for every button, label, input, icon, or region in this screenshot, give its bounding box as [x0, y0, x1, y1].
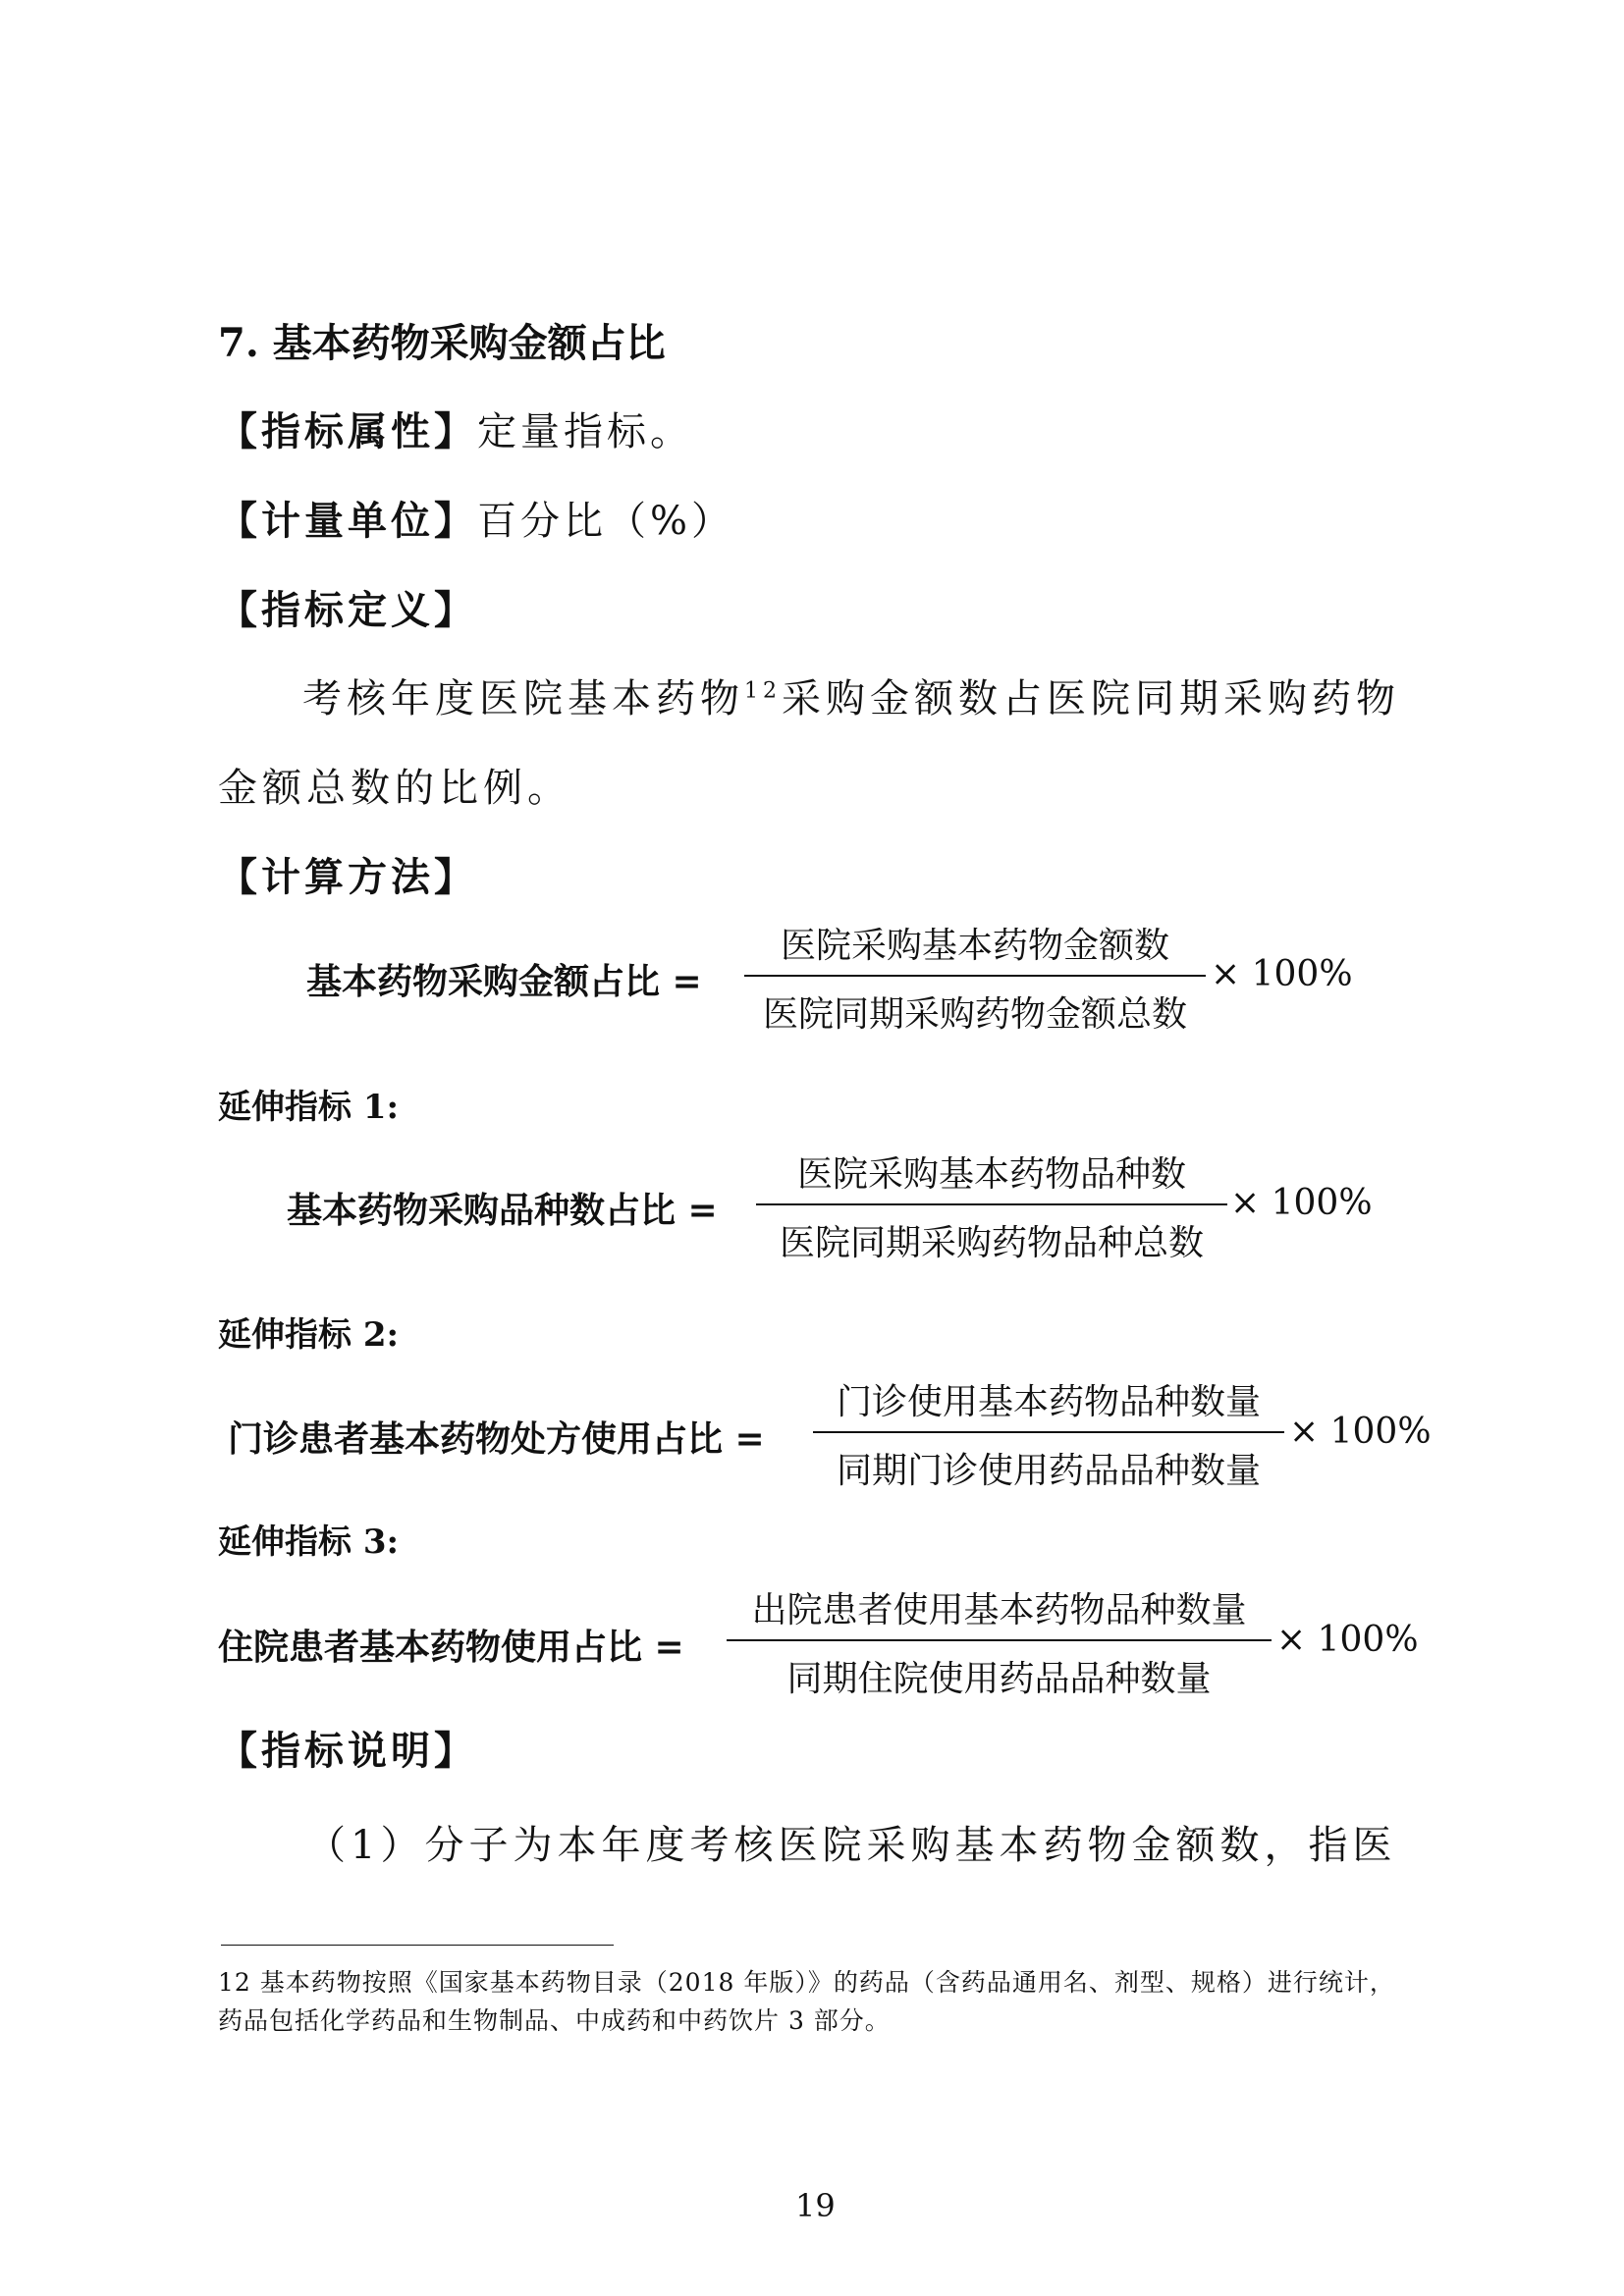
footnote-text: 12 基本药物按照《国家基本药物目录（2018 年版）》的药品（含药品通用名、剂型、规格）进行统计，药品包括化学药品和生物制品、中成药和中药饮片 3 部分。 [218, 1968, 1395, 2035]
formula-1-numerator: 医院采购基本药物金额数 [780, 926, 1169, 966]
formula-3-times: × 100% [1289, 1412, 1432, 1452]
footnote-rule [221, 1945, 614, 1946]
unit-row [218, 490, 734, 546]
extension-2-label: 延伸指标 2: [218, 1315, 400, 1355]
unit-value: 百分比（%） [477, 499, 735, 544]
definition-label: 【指标定义】 [218, 587, 477, 633]
attribute-value: 定量指标。 [477, 409, 693, 454]
formula-4-lhs: 住院患者基本药物使用占比 = [218, 1627, 684, 1668]
formula-1-lhs: 基本药物采购金额占比 = [306, 961, 702, 1002]
formula-3-numerator: 门诊使用基本药物品种数量 [836, 1382, 1261, 1422]
formula-2-numerator: 医院采购基本药物品种数 [796, 1154, 1186, 1195]
formula-4-denominator: 同期住院使用药品品种数量 [786, 1659, 1212, 1699]
formula-4-fraction [727, 1582, 1272, 1700]
formula-2-lhs: 基本药物采购品种数占比 = [287, 1190, 718, 1231]
definition-paragraph-line1 [302, 667, 1400, 723]
formula-3-lhs: 门诊患者基本药物处方使用占比 = [228, 1418, 765, 1460]
attribute-row [218, 400, 693, 456]
formula-4-times: × 100% [1276, 1620, 1419, 1660]
formula-1-fraction [744, 918, 1206, 1036]
definition-text-after: 采购金额数占医院同期采购药物 [782, 676, 1400, 721]
extension-1-label: 延伸指标 1: [218, 1088, 400, 1127]
explanation-label: 【指标说明】 [218, 1728, 477, 1774]
formula-1-denominator: 医院同期采购药物金额总数 [762, 994, 1187, 1035]
formula-3-fraction-bar [813, 1431, 1284, 1433]
attribute-label: 【指标属性】 [218, 408, 477, 454]
formula-3-denominator: 同期门诊使用药品品种数量 [836, 1451, 1261, 1491]
extension-3-label: 延伸指标 3: [218, 1522, 400, 1562]
formula-1-fraction-bar [744, 975, 1206, 977]
footnote-ref: 12 [744, 678, 782, 704]
definition-text-before: 考核年度医院基本药物 [302, 676, 744, 721]
method-label: 【计算方法】 [218, 854, 477, 900]
section-title: 7. 基本药物采购金额占比 [218, 320, 666, 366]
formula-1-times: × 100% [1211, 954, 1353, 994]
formula-4-fraction-bar [727, 1639, 1272, 1641]
definition-paragraph-line2: 金额总数的比例。 [218, 766, 571, 811]
page-number: 19 [795, 2187, 836, 2224]
formula-4-numerator: 出院患者使用基本药物品种数量 [751, 1590, 1247, 1630]
formula-2-fraction [756, 1147, 1227, 1264]
formula-2-fraction-bar [756, 1203, 1227, 1205]
formula-3-fraction [813, 1374, 1284, 1492]
formula-2-denominator: 医院同期采购药物品种总数 [779, 1223, 1204, 1263]
explanation-item-1: （1）分子为本年度考核医院采购基本药物金额数，指医 [306, 1823, 1397, 1868]
unit-label: 【计量单位】 [218, 498, 477, 544]
formula-2-times: × 100% [1230, 1183, 1373, 1223]
